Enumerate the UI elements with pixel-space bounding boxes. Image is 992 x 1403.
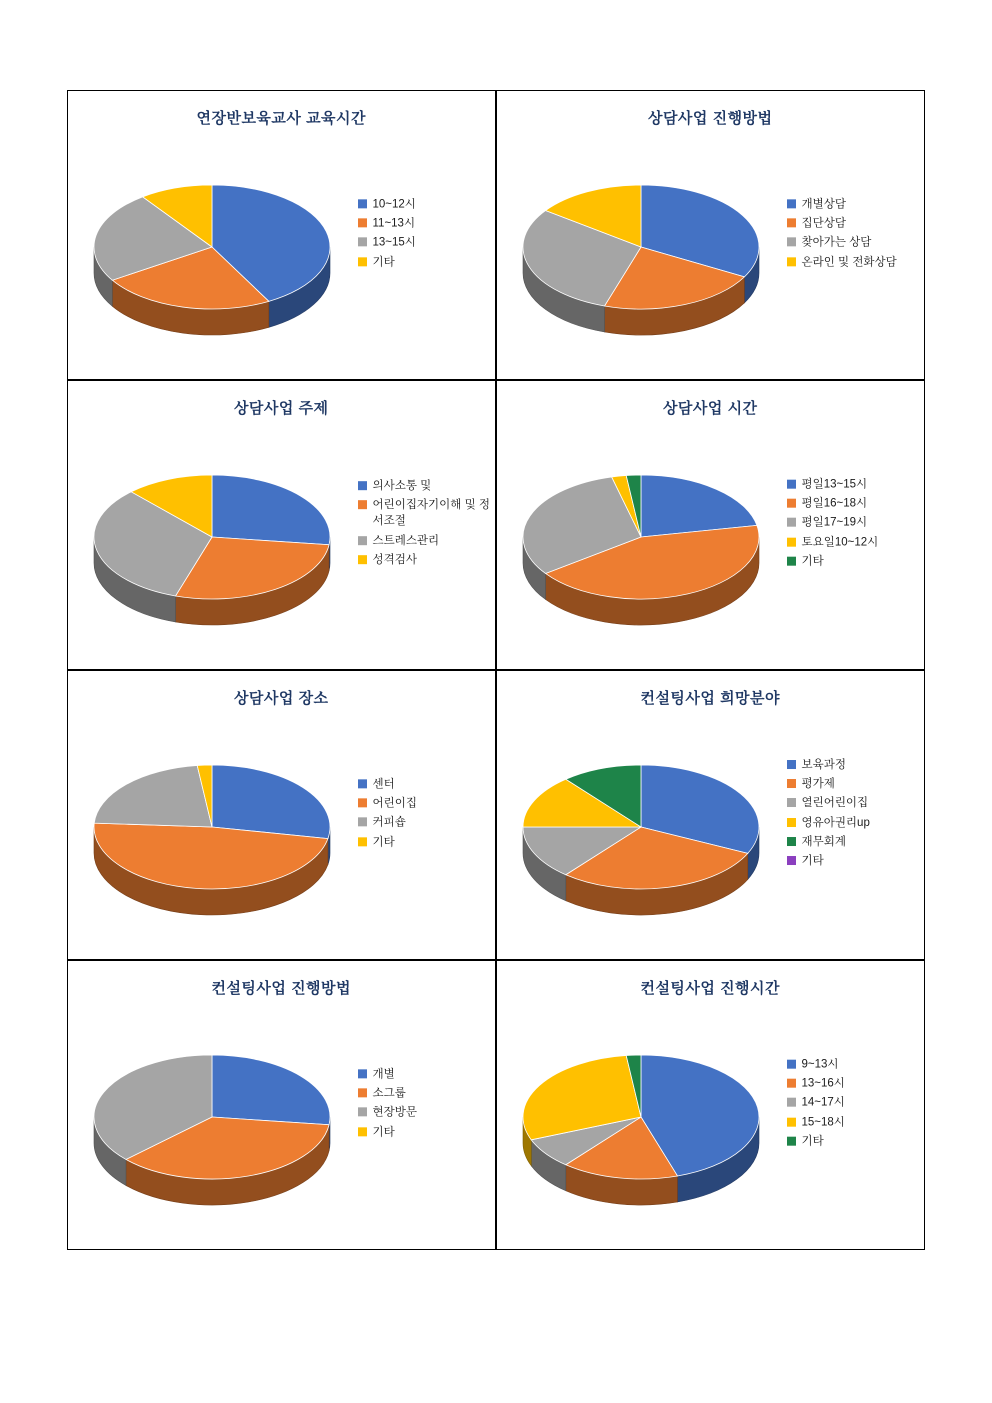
legend-label: 기타 — [372, 256, 395, 269]
legend-item — [787, 515, 879, 531]
chart-legend — [358, 1066, 417, 1143]
legend-swatch — [787, 798, 796, 807]
chart-cell — [496, 670, 926, 961]
legend-item — [787, 757, 870, 773]
chart-title: 연장반보육교사 교육시간 — [196, 109, 367, 127]
legend-label: 토요일10~12시 — [801, 536, 879, 549]
legend-item — [787, 1134, 845, 1150]
pie-chart — [82, 139, 342, 349]
legend-item — [358, 196, 416, 212]
legend-swatch — [358, 218, 367, 227]
legend-item — [358, 552, 496, 568]
chart-cell — [67, 90, 497, 381]
legend-item — [787, 815, 870, 831]
legend-label: 열린어린이집 — [801, 797, 869, 810]
legend-label: 현장방문 — [372, 1106, 417, 1119]
chart-cell — [496, 380, 926, 671]
chart-title: 상담사업 시간 — [662, 399, 758, 417]
pie-chart — [82, 719, 342, 929]
legend-item — [358, 815, 417, 831]
legend-item — [787, 476, 879, 492]
legend-item — [787, 834, 870, 850]
legend-label: 온라인 및 전화상담 — [801, 256, 897, 269]
legend-swatch — [358, 500, 367, 509]
chart-legend — [787, 476, 879, 573]
legend-swatch — [787, 1117, 796, 1126]
legend-item — [787, 196, 897, 212]
legend-swatch — [358, 199, 367, 208]
legend-swatch — [787, 1059, 796, 1068]
legend-swatch — [787, 499, 796, 508]
pie-chart — [511, 719, 771, 929]
legend-swatch — [358, 779, 367, 788]
legend-swatch — [358, 798, 367, 807]
chart-legend — [358, 196, 416, 273]
legend-label: 14~17시 — [801, 1097, 845, 1110]
legend-swatch — [358, 257, 367, 266]
pie-chart — [511, 429, 771, 639]
legend-swatch — [358, 536, 367, 545]
legend-label: 평일16~18시 — [801, 497, 868, 510]
chart-title: 상담사업 주제 — [233, 399, 329, 417]
legend-label: 10~12시 — [372, 198, 416, 211]
legend-item — [358, 497, 496, 530]
legend-swatch — [787, 1079, 796, 1088]
legend-item — [358, 1066, 417, 1082]
legend-label: 기타 — [801, 855, 824, 868]
chart-cell — [67, 670, 497, 961]
legend-swatch — [787, 238, 796, 247]
legend-swatch — [358, 481, 367, 490]
legend-label: 어린이집자기이해 및 정서조절 — [372, 499, 490, 528]
legend-label: 보육과정 — [801, 758, 846, 771]
legend-label: 13~16시 — [801, 1077, 845, 1090]
legend-item — [787, 1095, 845, 1111]
chart-legend — [787, 196, 897, 273]
legend-swatch — [358, 1088, 367, 1097]
legend-label: 센터 — [372, 778, 395, 791]
legend-label: 영유아권리up — [801, 816, 870, 829]
legend-item — [787, 254, 897, 270]
pie-chart — [511, 1009, 771, 1219]
chart-title: 컨설팅사업 진행시간 — [640, 979, 781, 997]
chart-title: 상담사업 진행방법 — [647, 109, 773, 127]
legend-label: 평가제 — [801, 778, 835, 791]
legend-item — [358, 1105, 417, 1121]
legend-swatch — [358, 1108, 367, 1117]
legend-label: 어린이집 — [372, 797, 417, 810]
chart-title: 상담사업 장소 — [233, 689, 329, 707]
legend-swatch — [787, 479, 796, 488]
legend-swatch — [358, 837, 367, 846]
legend-label: 스트레스관리 — [372, 534, 440, 547]
pie-chart — [511, 139, 771, 349]
pie-chart — [82, 1009, 342, 1219]
legend-swatch — [787, 856, 796, 865]
legend-item — [358, 478, 496, 494]
legend-item — [787, 776, 870, 792]
legend-swatch — [787, 1098, 796, 1107]
chart-title: 컨설팅사업 희망분야 — [640, 689, 781, 707]
legend-label: 커피숍 — [372, 816, 406, 829]
chart-cell — [67, 960, 497, 1251]
chart-legend — [787, 1056, 845, 1153]
legend-swatch — [358, 818, 367, 827]
legend-label: 성격검사 — [372, 554, 417, 567]
legend-item — [787, 496, 879, 512]
legend-swatch — [787, 257, 796, 266]
legend-item — [358, 533, 496, 549]
legend-label: 재무회계 — [801, 836, 846, 849]
legend-label: 평일17~19시 — [801, 517, 868, 530]
legend-item — [787, 534, 879, 550]
legend-item — [358, 776, 417, 792]
legend-item — [358, 215, 416, 231]
legend-swatch — [787, 837, 796, 846]
legend-swatch — [787, 760, 796, 769]
charts-grid — [67, 90, 925, 1250]
legend-label: 집단상담 — [801, 217, 846, 230]
legend-label: 기타 — [801, 555, 824, 568]
legend-label: 찾아가는 상담 — [801, 236, 872, 249]
legend-item — [787, 1076, 845, 1092]
legend-swatch — [787, 199, 796, 208]
legend-item — [358, 795, 417, 811]
legend-swatch — [358, 1127, 367, 1136]
legend-swatch — [358, 238, 367, 247]
chart-title: 컨설팅사업 진행방법 — [211, 979, 352, 997]
legend-item — [358, 834, 417, 850]
chart-cell — [67, 380, 497, 671]
chart-cell — [496, 90, 926, 381]
chart-legend — [787, 757, 870, 873]
legend-item — [787, 235, 897, 251]
legend-swatch — [358, 1069, 367, 1078]
legend-label: 의사소통 및 — [372, 479, 432, 492]
pie-chart — [82, 429, 342, 639]
legend-item — [358, 235, 416, 251]
legend-item — [787, 795, 870, 811]
legend-label: 기타 — [372, 1126, 395, 1139]
chart-legend — [358, 776, 417, 853]
legend-label: 기타 — [801, 1135, 824, 1148]
legend-label: 기타 — [372, 836, 395, 849]
legend-swatch — [787, 557, 796, 566]
legend-swatch — [787, 518, 796, 527]
legend-swatch — [787, 1137, 796, 1146]
legend-item — [787, 215, 897, 231]
legend-label: 소그룹 — [372, 1087, 406, 1100]
legend-swatch — [787, 779, 796, 788]
legend-label: 개별상담 — [801, 198, 846, 211]
legend-item — [358, 254, 416, 270]
legend-item — [358, 1085, 417, 1101]
chart-legend — [358, 478, 496, 572]
legend-label: 평일13~15시 — [801, 478, 868, 491]
legend-label: 11~13시 — [372, 217, 416, 230]
legend-item — [358, 1124, 417, 1140]
chart-cell — [496, 960, 926, 1251]
legend-item — [787, 1056, 845, 1072]
legend-item — [787, 853, 870, 869]
legend-label: 9~13시 — [801, 1058, 839, 1071]
legend-item — [787, 1114, 845, 1130]
legend-swatch — [787, 818, 796, 827]
legend-label: 15~18시 — [801, 1116, 845, 1129]
legend-swatch — [787, 537, 796, 546]
legend-swatch — [787, 218, 796, 227]
legend-swatch — [358, 555, 367, 564]
legend-label: 개별 — [372, 1068, 395, 1081]
legend-item — [787, 554, 879, 570]
legend-label: 13~15시 — [372, 236, 416, 249]
